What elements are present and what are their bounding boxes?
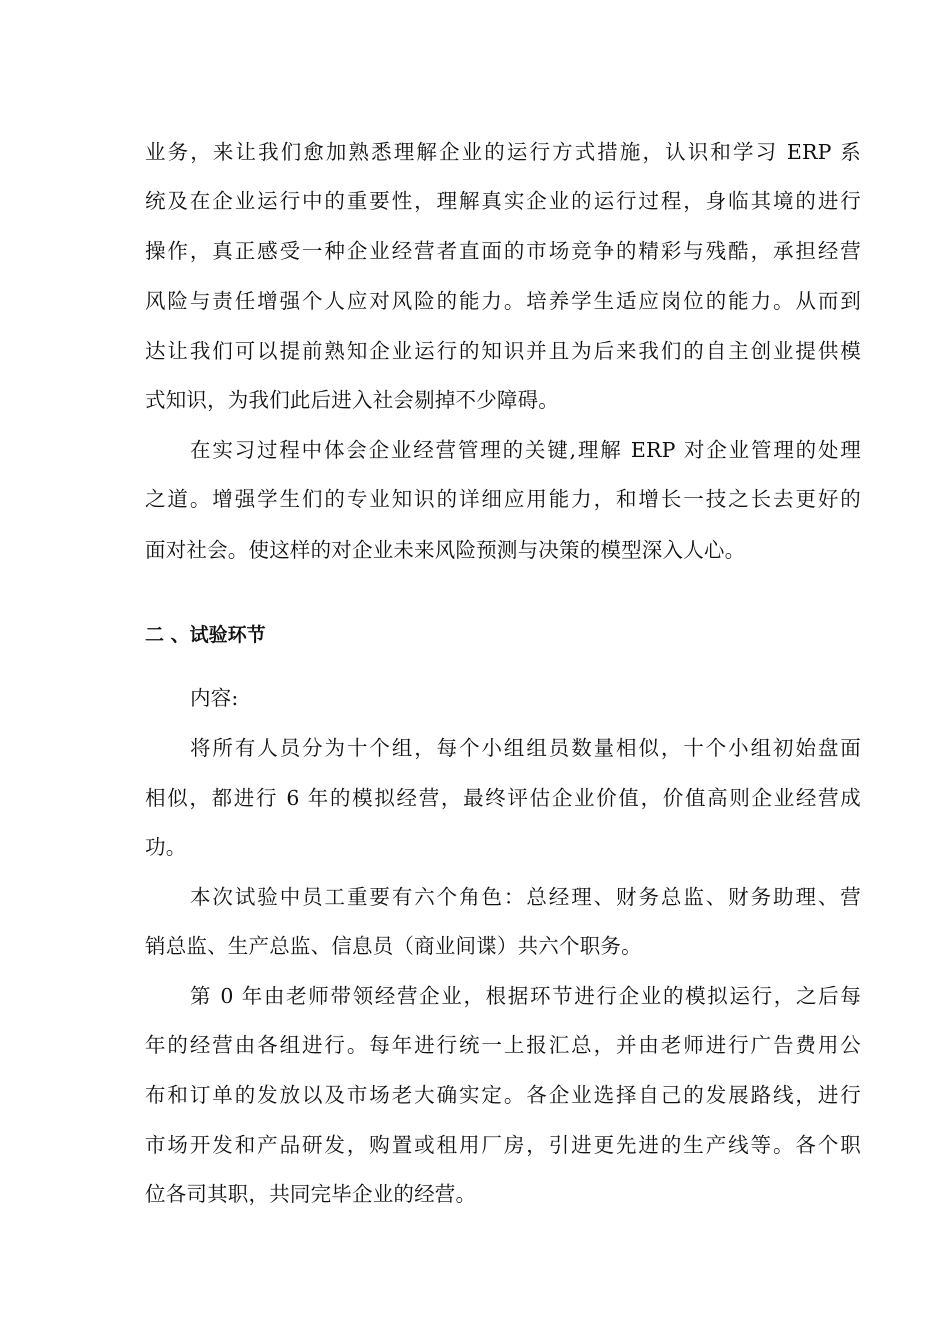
paragraph-4-line-1: 本次试验中员工重要有六个角色：总经理、财务总监、财务助理、营 [190,885,861,909]
paragraph-1-line-5: 达让我们可以提前熟知企业运行的知识并且为后来我们的自主创业提供模 [145,339,861,363]
paragraph-5-line-4: 市场开发和产品研发，购置或租用厂房，引进更先进的生产线等。各个职 [145,1133,861,1157]
paragraph-3-line-3: 功。 [145,835,187,859]
paragraph-1-line-6: 式知识，为我们此后进入社会剔掉不少障碍。 [145,388,559,412]
paragraph-3-line-1: 将所有人员分为十个组，每个小组组员数量相似，十个小组初始盘面 [190,736,861,760]
paragraph-3-line-2: 相似，都进行 6 年的模拟经营，最终评估企业价值，价值高则企业经营成 [145,786,861,810]
paragraph-5-line-1: 第 0 年由老师带领经营企业，根据环节进行企业的模拟运行，之后每 [190,984,861,1008]
section-heading: 二 、试验环节 [145,624,266,646]
paragraph-5-line-5: 位各司其职，共同完毕企业的经营。 [145,1182,477,1206]
paragraph-1-line-1: 业务，来让我们愈加熟悉理解企业的运行方式措施，认识和学习 ERP 系 [145,140,861,164]
paragraph-1-line-2: 统及在企业运行中的重要性，理解真实企业的运行过程，身临其境的进行 [145,189,861,213]
paragraph-2-line-1: 在实习过程中体会企业经营管理的关键,理解 ERP 对企业管理的处理 [190,438,861,462]
paragraph-5-line-2: 年的经营由各组进行。每年进行统一上报汇总，并由老师进行广告费用公 [145,1033,861,1057]
paragraph-4-line-2: 销总监、生产总监、信息员（商业间谍）共六个职务。 [145,934,642,958]
paragraph-2-line-2: 之道。增强学生们的专业知识的详细应用能力，和增长一技之长去更好的 [145,487,861,511]
content-label: 内容: [190,686,239,710]
paragraph-5-line-3: 布和订单的发放以及市场老大确实定。各企业选择自己的发展路线，进行 [145,1083,861,1107]
paragraph-2-line-3: 面对社会。使这样的对企业未来风险预测与决策的模型深入人心。 [145,538,746,562]
paragraph-1-line-4: 风险与责任增强个人应对风险的能力。培养学生适应岗位的能力。从而到 [145,289,861,313]
paragraph-1-line-3: 操作，真正感受一种企业经营者直面的市场竞争的精彩与残酷，承担经营 [145,239,861,263]
